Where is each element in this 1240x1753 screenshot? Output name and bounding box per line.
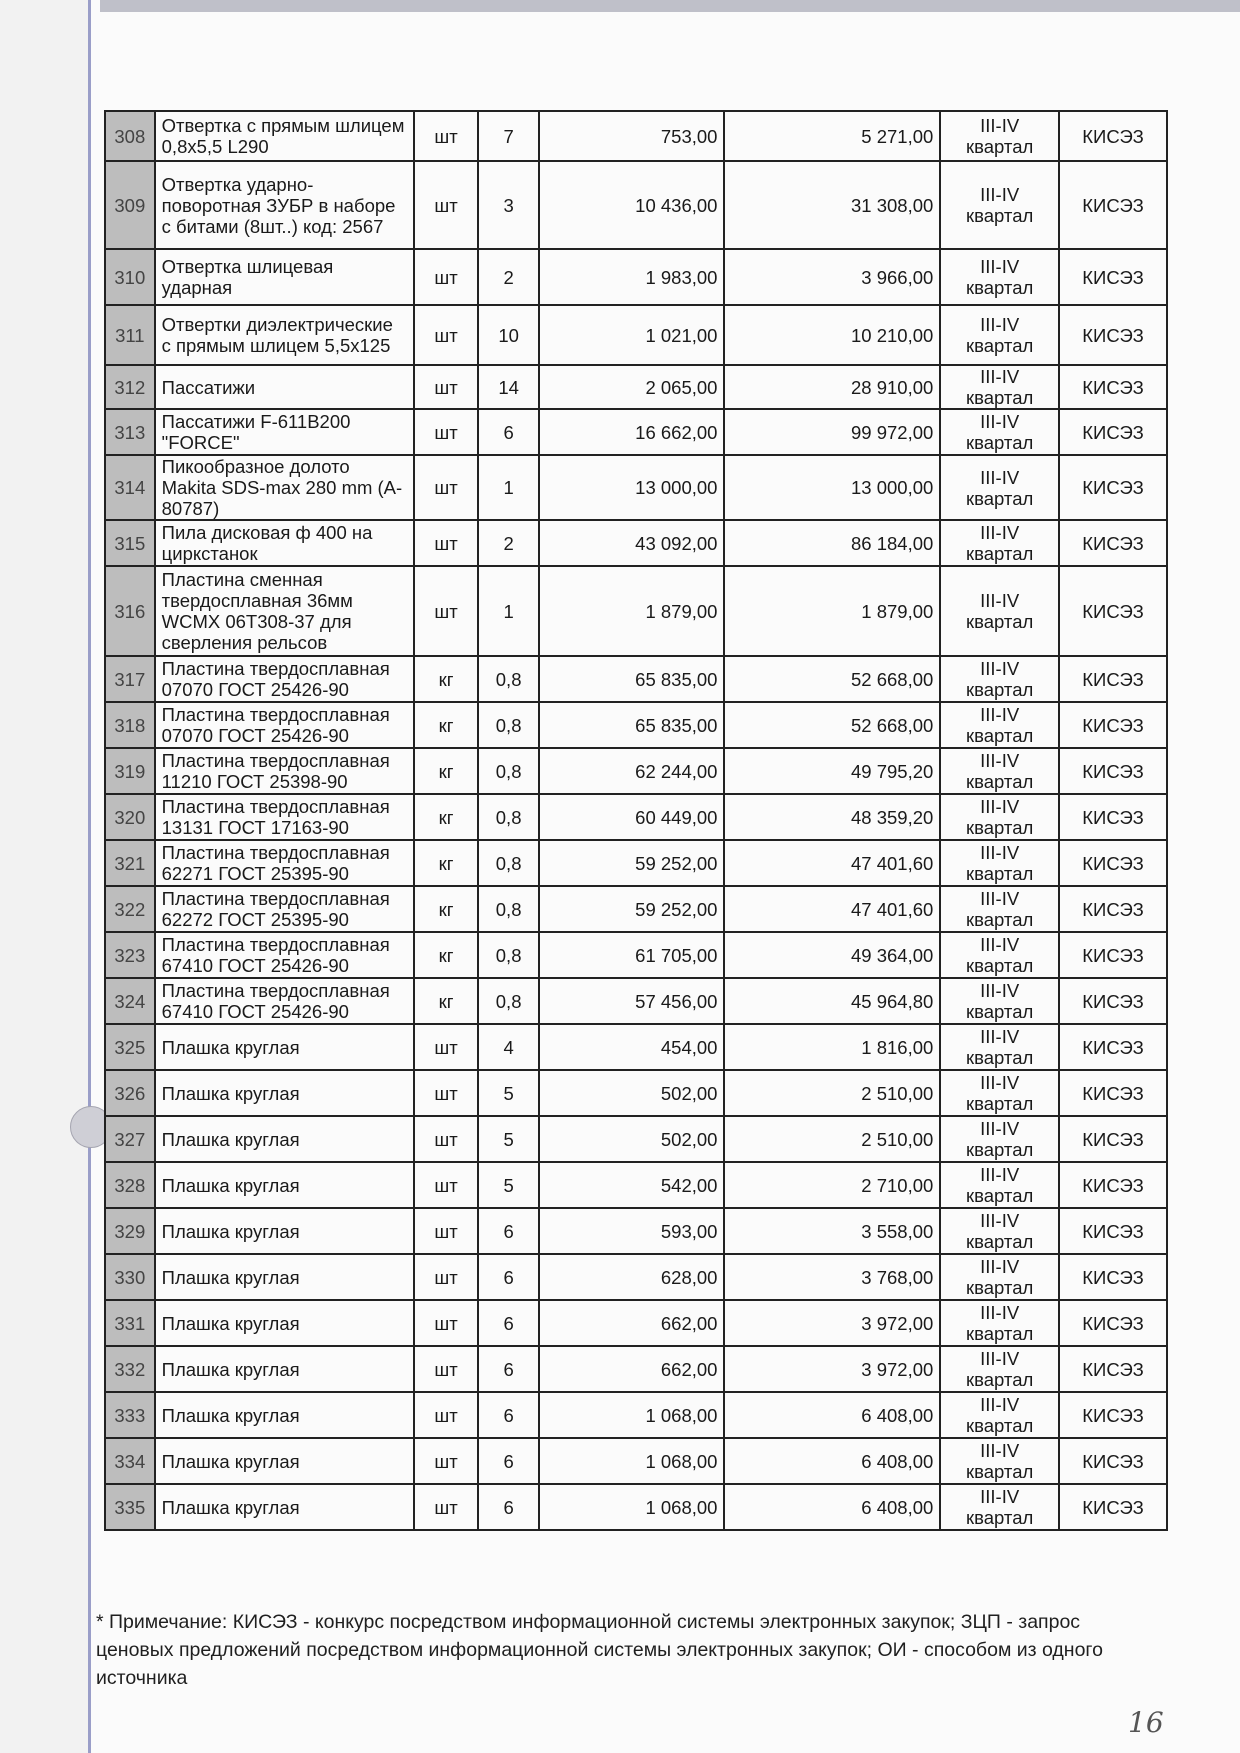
table-row (105, 932, 1167, 978)
item-name: Пластина твердосплавная 62272 ГОСТ 25395-90 (155, 886, 414, 932)
row-number: 312 (105, 365, 155, 409)
unit-price-cell: 1 068,00 (539, 1484, 725, 1530)
procurement-method-cell: КИСЭЗ (1059, 1254, 1167, 1300)
row-number: 322 (105, 886, 155, 932)
row-number: 309 (105, 161, 155, 249)
unit-price-cell: 1 983,00 (539, 249, 725, 305)
unit-cell: шт (414, 1070, 479, 1116)
total-sum-cell: 52 668,00 (724, 702, 940, 748)
period-cell: III-IV квартал (940, 1070, 1059, 1116)
table-row (105, 656, 1167, 702)
item-name: Отвертки диэлектрические с прямым шлицем 5,5х125 (155, 305, 414, 365)
table-row (105, 1208, 1167, 1254)
quantity-cell: 0,8 (478, 702, 538, 748)
row-number: 332 (105, 1346, 155, 1392)
procurement-method-cell: КИСЭЗ (1059, 1116, 1167, 1162)
total-sum-cell: 47 401,60 (724, 886, 940, 932)
unit-price-cell: 62 244,00 (539, 748, 725, 794)
procurement-method-cell: КИСЭЗ (1059, 932, 1167, 978)
period-cell: III-IV квартал (940, 656, 1059, 702)
period-cell: III-IV квартал (940, 932, 1059, 978)
row-number: 308 (105, 111, 155, 161)
item-name: Пластина твердосплавная 67410 ГОСТ 25426-90 (155, 978, 414, 1024)
unit-price-cell: 59 252,00 (539, 840, 725, 886)
item-name: Плашка круглая (155, 1208, 414, 1254)
row-number: 326 (105, 1070, 155, 1116)
item-name: Плашка круглая (155, 1484, 414, 1530)
unit-cell: шт (414, 249, 479, 305)
unit-cell: шт (414, 1300, 479, 1346)
total-sum-cell: 6 408,00 (724, 1438, 940, 1484)
table-row (105, 161, 1167, 249)
table-row (105, 1484, 1167, 1530)
procurement-method-cell: КИСЭЗ (1059, 1208, 1167, 1254)
quantity-cell: 2 (478, 520, 538, 566)
procurement-method-cell: КИСЭЗ (1059, 978, 1167, 1024)
row-number: 310 (105, 249, 155, 305)
unit-cell: шт (414, 1116, 479, 1162)
item-name: Отвертка с прямым шлицем 0,8х5,5 L290 (155, 111, 414, 161)
procurement-method-cell: КИСЭЗ (1059, 1392, 1167, 1438)
unit-price-cell: 16 662,00 (539, 409, 725, 455)
unit-price-cell: 59 252,00 (539, 886, 725, 932)
page-number: 16 (1128, 1706, 1164, 1739)
unit-price-cell: 628,00 (539, 1254, 725, 1300)
unit-price-cell: 542,00 (539, 1162, 725, 1208)
table-row (105, 1070, 1167, 1116)
total-sum-cell: 3 966,00 (724, 249, 940, 305)
unit-price-cell: 60 449,00 (539, 794, 725, 840)
procurement-method-cell: КИСЭЗ (1059, 1070, 1167, 1116)
total-sum-cell: 2 710,00 (724, 1162, 940, 1208)
quantity-cell: 6 (478, 1208, 538, 1254)
item-name: Плашка круглая (155, 1162, 414, 1208)
procurement-method-cell: КИСЭЗ (1059, 1300, 1167, 1346)
table-row (105, 409, 1167, 455)
procurement-method-cell: КИСЭЗ (1059, 840, 1167, 886)
row-number: 316 (105, 566, 155, 656)
total-sum-cell: 28 910,00 (724, 365, 940, 409)
table-row (105, 1300, 1167, 1346)
unit-cell: шт (414, 161, 479, 249)
total-sum-cell: 1 879,00 (724, 566, 940, 656)
total-sum-cell: 86 184,00 (724, 520, 940, 566)
unit-price-cell: 753,00 (539, 111, 725, 161)
row-number: 333 (105, 1392, 155, 1438)
total-sum-cell: 10 210,00 (724, 305, 940, 365)
unit-price-cell: 65 835,00 (539, 656, 725, 702)
quantity-cell: 0,8 (478, 978, 538, 1024)
quantity-cell: 5 (478, 1162, 538, 1208)
period-cell: III-IV квартал (940, 1254, 1059, 1300)
row-number: 335 (105, 1484, 155, 1530)
unit-price-cell: 1 068,00 (539, 1438, 725, 1484)
procurement-method-cell: КИСЭЗ (1059, 566, 1167, 656)
quantity-cell: 3 (478, 161, 538, 249)
item-name: Пассатижи (155, 365, 414, 409)
item-name: Плашка круглая (155, 1116, 414, 1162)
procurement-method-cell: КИСЭЗ (1059, 656, 1167, 702)
item-name: Пластина сменная твердосплавная 36мм WCMX 06T308-37 для сверления рельсов (155, 566, 414, 656)
quantity-cell: 4 (478, 1024, 538, 1070)
period-cell: III-IV квартал (940, 978, 1059, 1024)
quantity-cell: 7 (478, 111, 538, 161)
unit-price-cell: 454,00 (539, 1024, 725, 1070)
quantity-cell: 5 (478, 1070, 538, 1116)
item-name: Плашка круглая (155, 1346, 414, 1392)
unit-price-cell: 1 021,00 (539, 305, 725, 365)
unit-price-cell: 662,00 (539, 1346, 725, 1392)
quantity-cell: 14 (478, 365, 538, 409)
unit-price-cell: 57 456,00 (539, 978, 725, 1024)
unit-cell: кг (414, 702, 479, 748)
unit-price-cell: 502,00 (539, 1116, 725, 1162)
row-number: 328 (105, 1162, 155, 1208)
quantity-cell: 0,8 (478, 886, 538, 932)
unit-price-cell: 2 065,00 (539, 365, 725, 409)
procurement-method-cell: КИСЭЗ (1059, 1024, 1167, 1070)
row-number: 321 (105, 840, 155, 886)
quantity-cell: 0,8 (478, 656, 538, 702)
unit-price-cell: 13 000,00 (539, 455, 725, 520)
row-number: 329 (105, 1208, 155, 1254)
table-row (105, 1392, 1167, 1438)
unit-price-cell: 1 879,00 (539, 566, 725, 656)
unit-cell: шт (414, 1392, 479, 1438)
row-number: 330 (105, 1254, 155, 1300)
row-number: 315 (105, 520, 155, 566)
unit-cell: кг (414, 840, 479, 886)
item-name: Плашка круглая (155, 1070, 414, 1116)
item-name: Пластина твердосплавная 62271 ГОСТ 25395-90 (155, 840, 414, 886)
unit-cell: шт (414, 1208, 479, 1254)
procurement-table (104, 110, 1168, 1531)
total-sum-cell: 52 668,00 (724, 656, 940, 702)
unit-cell: шт (414, 409, 479, 455)
total-sum-cell: 6 408,00 (724, 1392, 940, 1438)
period-cell: III-IV квартал (940, 249, 1059, 305)
table-row (105, 748, 1167, 794)
unit-cell: шт (414, 566, 479, 656)
total-sum-cell: 3 972,00 (724, 1300, 940, 1346)
period-cell: III-IV квартал (940, 840, 1059, 886)
table-row (105, 249, 1167, 305)
quantity-cell: 6 (478, 1392, 538, 1438)
quantity-cell: 5 (478, 1116, 538, 1162)
table-row (105, 840, 1167, 886)
row-number: 334 (105, 1438, 155, 1484)
table-row (105, 886, 1167, 932)
unit-cell: кг (414, 794, 479, 840)
total-sum-cell: 31 308,00 (724, 161, 940, 249)
period-cell: III-IV квартал (940, 1438, 1059, 1484)
period-cell: III-IV квартал (940, 794, 1059, 840)
procurement-method-cell: КИСЭЗ (1059, 886, 1167, 932)
procurement-method-cell: КИСЭЗ (1059, 520, 1167, 566)
total-sum-cell: 2 510,00 (724, 1070, 940, 1116)
item-name: Плашка круглая (155, 1024, 414, 1070)
period-cell: III-IV квартал (940, 1300, 1059, 1346)
table-row (105, 1162, 1167, 1208)
unit-cell: шт (414, 520, 479, 566)
item-name: Отвертка шлицевая ударная (155, 249, 414, 305)
table-row (105, 111, 1167, 161)
unit-cell: шт (414, 455, 479, 520)
period-cell: III-IV квартал (940, 1024, 1059, 1070)
unit-price-cell: 43 092,00 (539, 520, 725, 566)
period-cell: III-IV квартал (940, 365, 1059, 409)
row-number: 320 (105, 794, 155, 840)
unit-cell: шт (414, 1346, 479, 1392)
period-cell: III-IV квартал (940, 702, 1059, 748)
unit-cell: шт (414, 1438, 479, 1484)
row-number: 311 (105, 305, 155, 365)
period-cell: III-IV квартал (940, 886, 1059, 932)
quantity-cell: 0,8 (478, 932, 538, 978)
unit-price-cell: 502,00 (539, 1070, 725, 1116)
item-name: Плашка круглая (155, 1254, 414, 1300)
procurement-method-cell: КИСЭЗ (1059, 1346, 1167, 1392)
period-cell: III-IV квартал (940, 305, 1059, 365)
procurement-method-cell: КИСЭЗ (1059, 249, 1167, 305)
row-number: 327 (105, 1116, 155, 1162)
quantity-cell: 6 (478, 1300, 538, 1346)
period-cell: III-IV квартал (940, 1484, 1059, 1530)
item-name: Пассатижи F-611B200 "FORCE" (155, 409, 414, 455)
total-sum-cell: 5 271,00 (724, 111, 940, 161)
table-row (105, 702, 1167, 748)
quantity-cell: 1 (478, 455, 538, 520)
total-sum-cell: 48 359,20 (724, 794, 940, 840)
row-number: 318 (105, 702, 155, 748)
procurement-method-cell: КИСЭЗ (1059, 748, 1167, 794)
table-row (105, 978, 1167, 1024)
unit-cell: шт (414, 1484, 479, 1530)
item-name: Пикообразное долото Makita SDS-max 280 mm (A-80787) (155, 455, 414, 520)
unit-cell: шт (414, 365, 479, 409)
unit-cell: шт (414, 111, 479, 161)
item-name: Пластина твердосплавная 11210 ГОСТ 25398-90 (155, 748, 414, 794)
item-name: Плашка круглая (155, 1438, 414, 1484)
quantity-cell: 6 (478, 1484, 538, 1530)
total-sum-cell: 45 964,80 (724, 978, 940, 1024)
row-number: 314 (105, 455, 155, 520)
unit-cell: шт (414, 1024, 479, 1070)
unit-cell: кг (414, 932, 479, 978)
table-row (105, 566, 1167, 656)
item-name: Плашка круглая (155, 1392, 414, 1438)
table-row (105, 365, 1167, 409)
quantity-cell: 6 (478, 409, 538, 455)
table-row (105, 520, 1167, 566)
table-row (105, 305, 1167, 365)
unit-cell: кг (414, 978, 479, 1024)
table-row (105, 1346, 1167, 1392)
row-number: 317 (105, 656, 155, 702)
period-cell: III-IV квартал (940, 111, 1059, 161)
procurement-method-cell: КИСЭЗ (1059, 409, 1167, 455)
row-number: 313 (105, 409, 155, 455)
procurement-method-cell: КИСЭЗ (1059, 794, 1167, 840)
total-sum-cell: 6 408,00 (724, 1484, 940, 1530)
period-cell: III-IV квартал (940, 409, 1059, 455)
row-number: 323 (105, 932, 155, 978)
total-sum-cell: 3 558,00 (724, 1208, 940, 1254)
unit-cell: шт (414, 305, 479, 365)
item-name: Пластина твердосплавная 07070 ГОСТ 25426-90 (155, 702, 414, 748)
procurement-method-cell: КИСЭЗ (1059, 702, 1167, 748)
item-name: Плашка круглая (155, 1300, 414, 1346)
total-sum-cell: 49 364,00 (724, 932, 940, 978)
total-sum-cell: 2 510,00 (724, 1116, 940, 1162)
item-name: Пила дисковая ф 400 на циркстанок (155, 520, 414, 566)
procurement-method-cell: КИСЭЗ (1059, 161, 1167, 249)
period-cell: III-IV квартал (940, 748, 1059, 794)
total-sum-cell: 3 972,00 (724, 1346, 940, 1392)
row-number: 325 (105, 1024, 155, 1070)
total-sum-cell: 13 000,00 (724, 455, 940, 520)
unit-cell: шт (414, 1162, 479, 1208)
unit-cell: кг (414, 748, 479, 794)
procurement-method-cell: КИСЭЗ (1059, 1484, 1167, 1530)
footnote: * Примечание: КИСЭЗ - конкурс посредством информационной системы электронных закупок; ЗЦП - запрос ценовых предложений посредством информационной системы электронных закупок; ОИ - способом из одного источника (96, 1611, 1103, 1689)
row-number: 331 (105, 1300, 155, 1346)
procurement-method-cell: КИСЭЗ (1059, 455, 1167, 520)
unit-price-cell: 65 835,00 (539, 702, 725, 748)
table-row (105, 1116, 1167, 1162)
item-name: Пластина твердосплавная 07070 ГОСТ 25426-90 (155, 656, 414, 702)
period-cell: III-IV квартал (940, 566, 1059, 656)
item-name: Отвертка ударно-поворотная ЗУБР в наборе с битами (8шт..) код: 2567 (155, 161, 414, 249)
table-row (105, 1254, 1167, 1300)
quantity-cell: 6 (478, 1438, 538, 1484)
total-sum-cell: 99 972,00 (724, 409, 940, 455)
total-sum-cell: 47 401,60 (724, 840, 940, 886)
total-sum-cell: 3 768,00 (724, 1254, 940, 1300)
unit-price-cell: 61 705,00 (539, 932, 725, 978)
period-cell: III-IV квартал (940, 1116, 1059, 1162)
quantity-cell: 10 (478, 305, 538, 365)
quantity-cell: 6 (478, 1346, 538, 1392)
period-cell: III-IV квартал (940, 1392, 1059, 1438)
table-row (105, 794, 1167, 840)
period-cell: III-IV квартал (940, 455, 1059, 520)
quantity-cell: 0,8 (478, 748, 538, 794)
unit-cell: кг (414, 886, 479, 932)
quantity-cell: 1 (478, 566, 538, 656)
total-sum-cell: 1 816,00 (724, 1024, 940, 1070)
unit-price-cell: 593,00 (539, 1208, 725, 1254)
table-body (105, 111, 1167, 1530)
period-cell: III-IV квартал (940, 1162, 1059, 1208)
procurement-method-cell: КИСЭЗ (1059, 1162, 1167, 1208)
item-name: Пластина твердосплавная 13131 ГОСТ 17163-90 (155, 794, 414, 840)
row-number: 324 (105, 978, 155, 1024)
quantity-cell: 0,8 (478, 840, 538, 886)
quantity-cell: 0,8 (478, 794, 538, 840)
unit-cell: кг (414, 656, 479, 702)
total-sum-cell: 49 795,20 (724, 748, 940, 794)
period-cell: III-IV квартал (940, 1346, 1059, 1392)
period-cell: III-IV квартал (940, 161, 1059, 249)
scan-top-edge (100, 0, 1240, 12)
item-name: Пластина твердосплавная 67410 ГОСТ 25426-90 (155, 932, 414, 978)
unit-price-cell: 662,00 (539, 1300, 725, 1346)
table-row (105, 1438, 1167, 1484)
table-row (105, 455, 1167, 520)
unit-cell: шт (414, 1254, 479, 1300)
unit-price-cell: 10 436,00 (539, 161, 725, 249)
procurement-method-cell: КИСЭЗ (1059, 305, 1167, 365)
procurement-method-cell: КИСЭЗ (1059, 1438, 1167, 1484)
row-number: 319 (105, 748, 155, 794)
procurement-method-cell: КИСЭЗ (1059, 111, 1167, 161)
quantity-cell: 6 (478, 1254, 538, 1300)
procurement-method-cell: КИСЭЗ (1059, 365, 1167, 409)
quantity-cell: 2 (478, 249, 538, 305)
unit-price-cell: 1 068,00 (539, 1392, 725, 1438)
period-cell: III-IV квартал (940, 520, 1059, 566)
period-cell: III-IV квартал (940, 1208, 1059, 1254)
table-row (105, 1024, 1167, 1070)
